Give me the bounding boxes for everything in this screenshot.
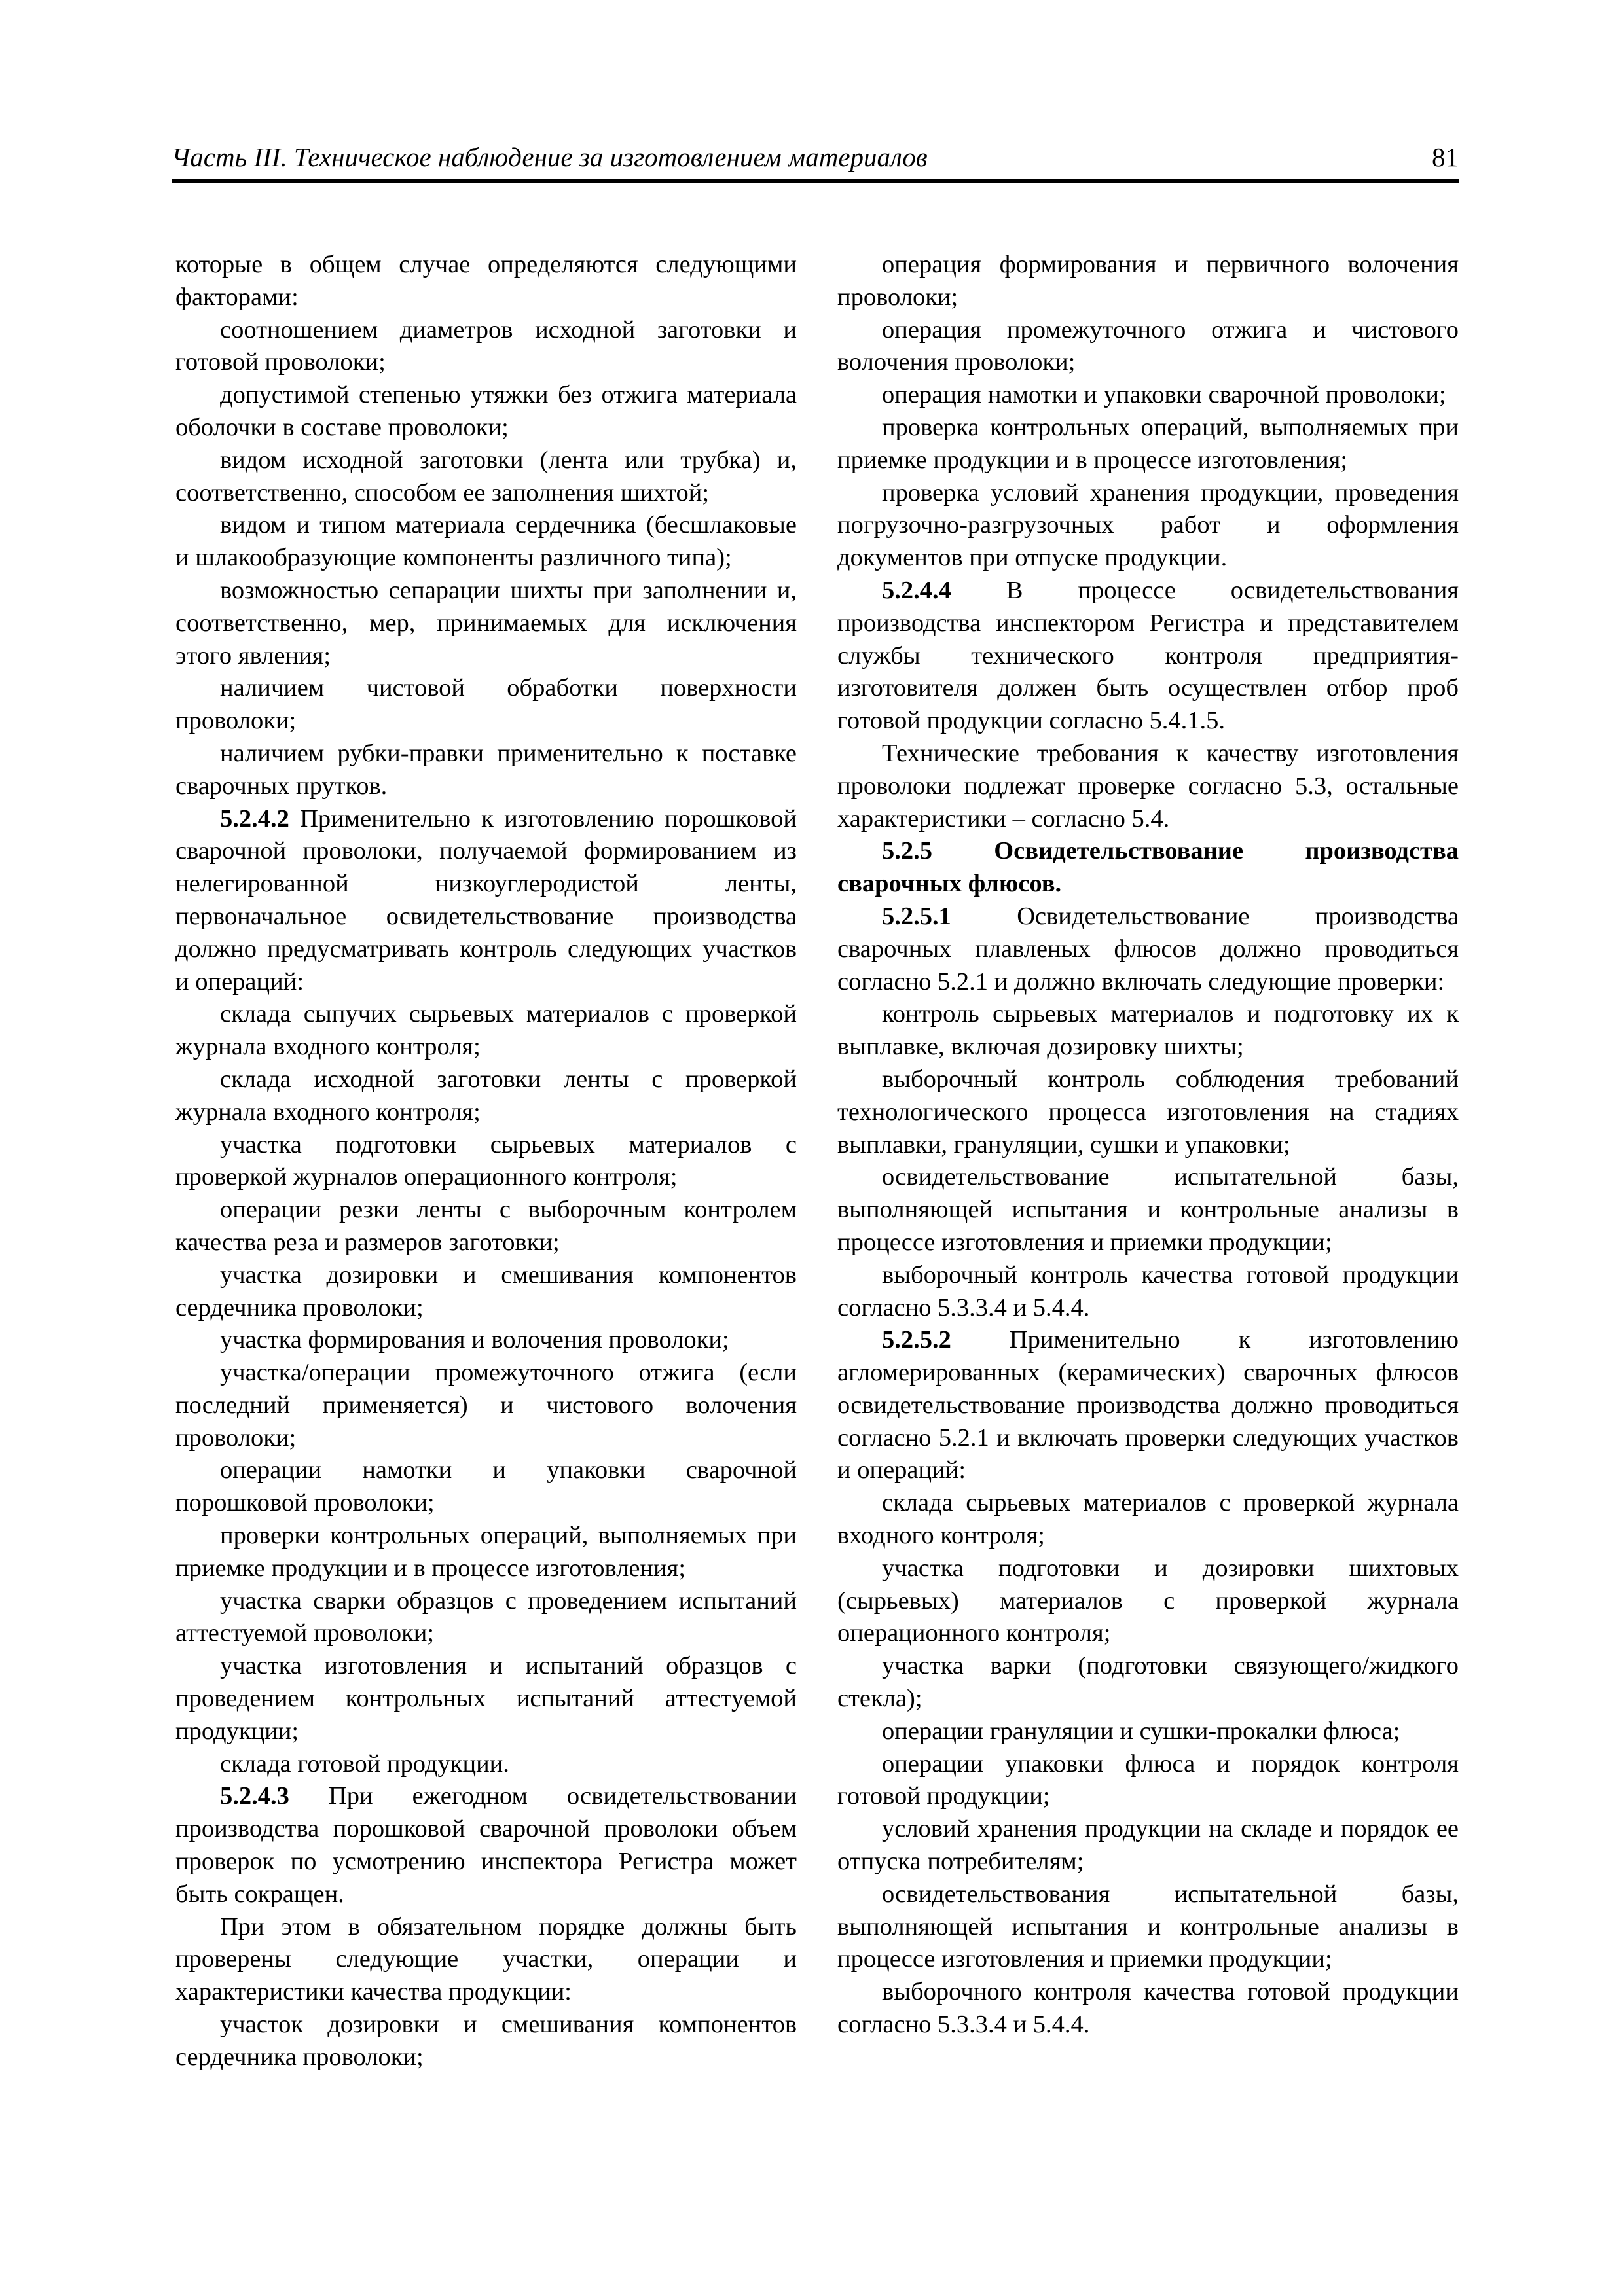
paragraph xyxy=(837,1487,1459,1552)
paragraph xyxy=(175,1585,797,1651)
paragraph xyxy=(175,998,797,1064)
paragraph xyxy=(175,1650,797,1748)
clause-number: 5.2.5.1 xyxy=(882,902,951,930)
left-column xyxy=(175,249,797,2074)
paragraph-text: контроль сырьевых материалов и подготовку их к выплавке, включая дозировку шихты; xyxy=(837,1000,1459,1061)
paragraph-text: соотношением диаметров исходной заготовки и готовой проволоки; xyxy=(175,315,797,376)
paragraph xyxy=(837,1259,1459,1325)
paragraph-text: Применительно к изготовлению агломерированных (керамических) сварочных флюсов освидетельствование производства должно проводиться согласно 5.2.1 и включать проверки следующих участков и операций: xyxy=(837,1326,1459,1484)
paragraph-text: участка сварки образцов с проведением испытаний аттестуемой проволоки; xyxy=(175,1587,797,1647)
paragraph-text: участка подготовки и дозировки шихтовых (сырьевых) материалов с проверкой журнала операционного контроля; xyxy=(837,1554,1459,1647)
paragraph-text: В процессе освидетельствования производства инспектором Регистра и представителем службы технического контроля предприятия-изготовителя должен быть осуществлен отбор проб готовой продукции согласно 5.4.1.5. xyxy=(837,576,1459,735)
paragraph xyxy=(175,1911,797,2009)
paragraph-text: При ежегодном освидетельствовании производства порошковой сварочной проволоки объем проверок по усмотрению инспектора Регистра может быть сокращен. xyxy=(175,1782,797,1908)
paragraph xyxy=(837,1748,1459,1814)
paragraph xyxy=(175,1357,797,1454)
paragraph-text: Применительно к изготовлению порошковой сварочной проволоки, получаемой формированием из нелегированной низкоуглеродистой ленты, первоначальное освидетельствование производства должно предусматривать контроль следующих участков и операций: xyxy=(175,804,797,996)
paragraph-text: операция формирования и первичного волочения проволоки; xyxy=(837,251,1459,311)
paragraph xyxy=(837,738,1459,835)
paragraph-text: операции грануляции и сушки-прокалки флюса; xyxy=(882,1717,1400,1745)
paragraph xyxy=(175,1259,797,1325)
paragraph-text: склада готовой продукции. xyxy=(220,1749,509,1778)
clause-number: 5.2.5.2 xyxy=(882,1326,951,1354)
paragraph xyxy=(837,412,1459,477)
paragraph-text: участка варки (подготовки связующего/жидкого стекла); xyxy=(837,1652,1459,1713)
paragraph-text: допустимой степенью утяжки без отжига материала оболочки в составе проволоки; xyxy=(175,381,797,441)
paragraph-text: При этом в обязательном порядке должны быть проверены следующие участки, операции и характеристики качества продукции: xyxy=(175,1912,797,2006)
paragraph xyxy=(175,672,797,738)
paragraph-text: операция намотки и упаковки сварочной проволоки; xyxy=(882,381,1446,409)
paragraph xyxy=(175,575,797,672)
clause-number: 5.2.4.3 xyxy=(220,1782,289,1810)
paragraph-text: видом исходной заготовки (лента или трубка) и, соответственно, способом ее заполнения шихтой; xyxy=(175,446,797,507)
paragraph xyxy=(175,1324,797,1357)
paragraph-text: участка изготовления и испытаний образцов с проведением контрольных испытаний аттестуемой продукции; xyxy=(175,1652,797,1745)
running-header xyxy=(172,143,1459,183)
paragraph xyxy=(837,1650,1459,1715)
paragraph-text: участка дозировки и смешивания компонентов сердечника проволоки; xyxy=(175,1261,797,1321)
paragraph-text: условий хранения продукции на складе и порядок ее отпуска потребителям; xyxy=(837,1815,1459,1876)
paragraph xyxy=(175,1748,797,1781)
paragraph xyxy=(175,738,797,803)
paragraph-text: наличием чистовой обработки поверхности проволоки; xyxy=(175,674,797,735)
paragraph-text: участка подготовки сырьевых материалов с проверкой журналов операционного контроля; xyxy=(175,1130,797,1191)
paragraph-text: освидетельствование испытательной базы, выполняющей испытания и контрольные анализы в процессе изготовления и приемки продукции; xyxy=(837,1163,1459,1256)
paragraph xyxy=(175,2009,797,2074)
paragraph-text: видом и типом материала сердечника (бесшлаковые и шлакообразующие компоненты различного типа); xyxy=(175,511,797,572)
paragraph-text: склада сыпучих сырьевых материалов с проверкой журнала входного контроля; xyxy=(175,1000,797,1061)
paragraph xyxy=(175,1129,797,1194)
paragraph xyxy=(837,1813,1459,1878)
paragraph xyxy=(175,1064,797,1129)
paragraph xyxy=(175,1454,797,1520)
paragraph xyxy=(837,249,1459,314)
paragraph xyxy=(175,1520,797,1585)
paragraph-text: наличием рубки-правки применительно к поставке сварочных прутков. xyxy=(175,739,797,800)
paragraph-text: проверки контрольных операций, выполняемых при приемке продукции и в процессе изготовления; xyxy=(175,1522,797,1582)
paragraph xyxy=(837,998,1459,1064)
paragraph-text: проверка контрольных операций, выполняемых при приемке продукции и в процессе изготовления; xyxy=(837,413,1459,474)
paragraph-text: склада сырьевых материалов с проверкой журнала входного контроля; xyxy=(837,1489,1459,1550)
paragraph-text: выборочный контроль качества готовой продукции согласно 5.3.3.4 и 5.4.4. xyxy=(837,1261,1459,1321)
paragraph-text: Технические требования к качеству изготовления проволоки подлежат проверке согласно 5.3, остальные характеристики – согласно 5.4. xyxy=(837,739,1459,833)
paragraph xyxy=(175,379,797,444)
paragraph xyxy=(837,901,1459,998)
paragraph xyxy=(175,1194,797,1259)
paragraph xyxy=(837,1715,1459,1748)
paragraph-text: участка формирования и волочения проволоки; xyxy=(220,1326,729,1354)
paragraph xyxy=(837,1552,1459,1650)
paragraph-text: которые в общем случае определяются следующими факторами: xyxy=(175,251,797,311)
paragraph xyxy=(175,509,797,575)
paragraph-text: выборочный контроль соблюдения требований технологического процесса изготовления на стадиях выплавки, грануляции, сушки и упаковки; xyxy=(837,1065,1459,1158)
paragraph xyxy=(175,1780,797,1910)
running-header-title: Часть III. Техническое наблюдение за изготовлением материалов xyxy=(172,142,928,172)
clause-number: 5.2.5 Освидетельствование производства сварочных флюсов. xyxy=(837,837,1459,898)
paragraph-text: участок дозировки и смешивания компонентов сердечника проволоки; xyxy=(175,2011,797,2071)
paragraph xyxy=(837,835,1459,901)
paragraph-text: операции намотки и упаковки сварочной порошковой проволоки; xyxy=(175,1456,797,1517)
clause-number: 5.2.4.4 xyxy=(882,576,951,604)
paragraph-text: операции резки ленты с выборочным контролем качества реза и размеров заготовки; xyxy=(175,1196,797,1256)
paragraph-text: участка/операции промежуточного отжига (если последний применяется) и чистового волочения проволоки; xyxy=(175,1359,797,1452)
clause-number: 5.2.4.2 xyxy=(220,804,289,833)
paragraph xyxy=(837,314,1459,380)
paragraph-text: выборочного контроля качества готовой продукции согласно 5.3.3.4 и 5.4.4. xyxy=(837,1978,1459,2039)
paragraph-text: проверка условий хранения продукции, проведения погрузочно-разгрузочных работ и оформления документов при отпуске продукции. xyxy=(837,478,1459,572)
paragraph-text: возможностью сепарации шихты при заполнении и, соответственно, мер, принимаемых для исключения этого явления; xyxy=(175,576,797,670)
paragraph xyxy=(175,803,797,999)
page-number: 81 xyxy=(1432,142,1459,172)
paragraph xyxy=(837,1064,1459,1161)
paragraph-text: склада исходной заготовки ленты с проверкой журнала входного контроля; xyxy=(175,1065,797,1126)
paragraph xyxy=(175,249,797,314)
paragraph xyxy=(837,477,1459,575)
paragraph xyxy=(837,575,1459,738)
paragraph-text: операции упаковки флюса и порядок контроля готовой продукции; xyxy=(837,1749,1459,1810)
paragraph xyxy=(837,1324,1459,1487)
paragraph xyxy=(837,379,1459,412)
paragraph xyxy=(175,314,797,380)
right-column xyxy=(837,249,1459,2041)
paragraph-text: операция промежуточного отжига и чистового волочения проволоки; xyxy=(837,315,1459,376)
paragraph xyxy=(837,1976,1459,2041)
paragraph xyxy=(175,444,797,510)
paragraph-text: Освидетельствование производства сварочных плавленых флюсов должно проводиться согласно 5.2.1 и должно включать следующие проверки: xyxy=(837,902,1459,996)
paragraph xyxy=(837,1161,1459,1259)
paragraph xyxy=(837,1878,1459,1976)
paragraph-text: освидетельствования испытательной базы, выполняющей испытания и контрольные анализы в процессе изготовления и приемки продукции; xyxy=(837,1880,1459,1973)
